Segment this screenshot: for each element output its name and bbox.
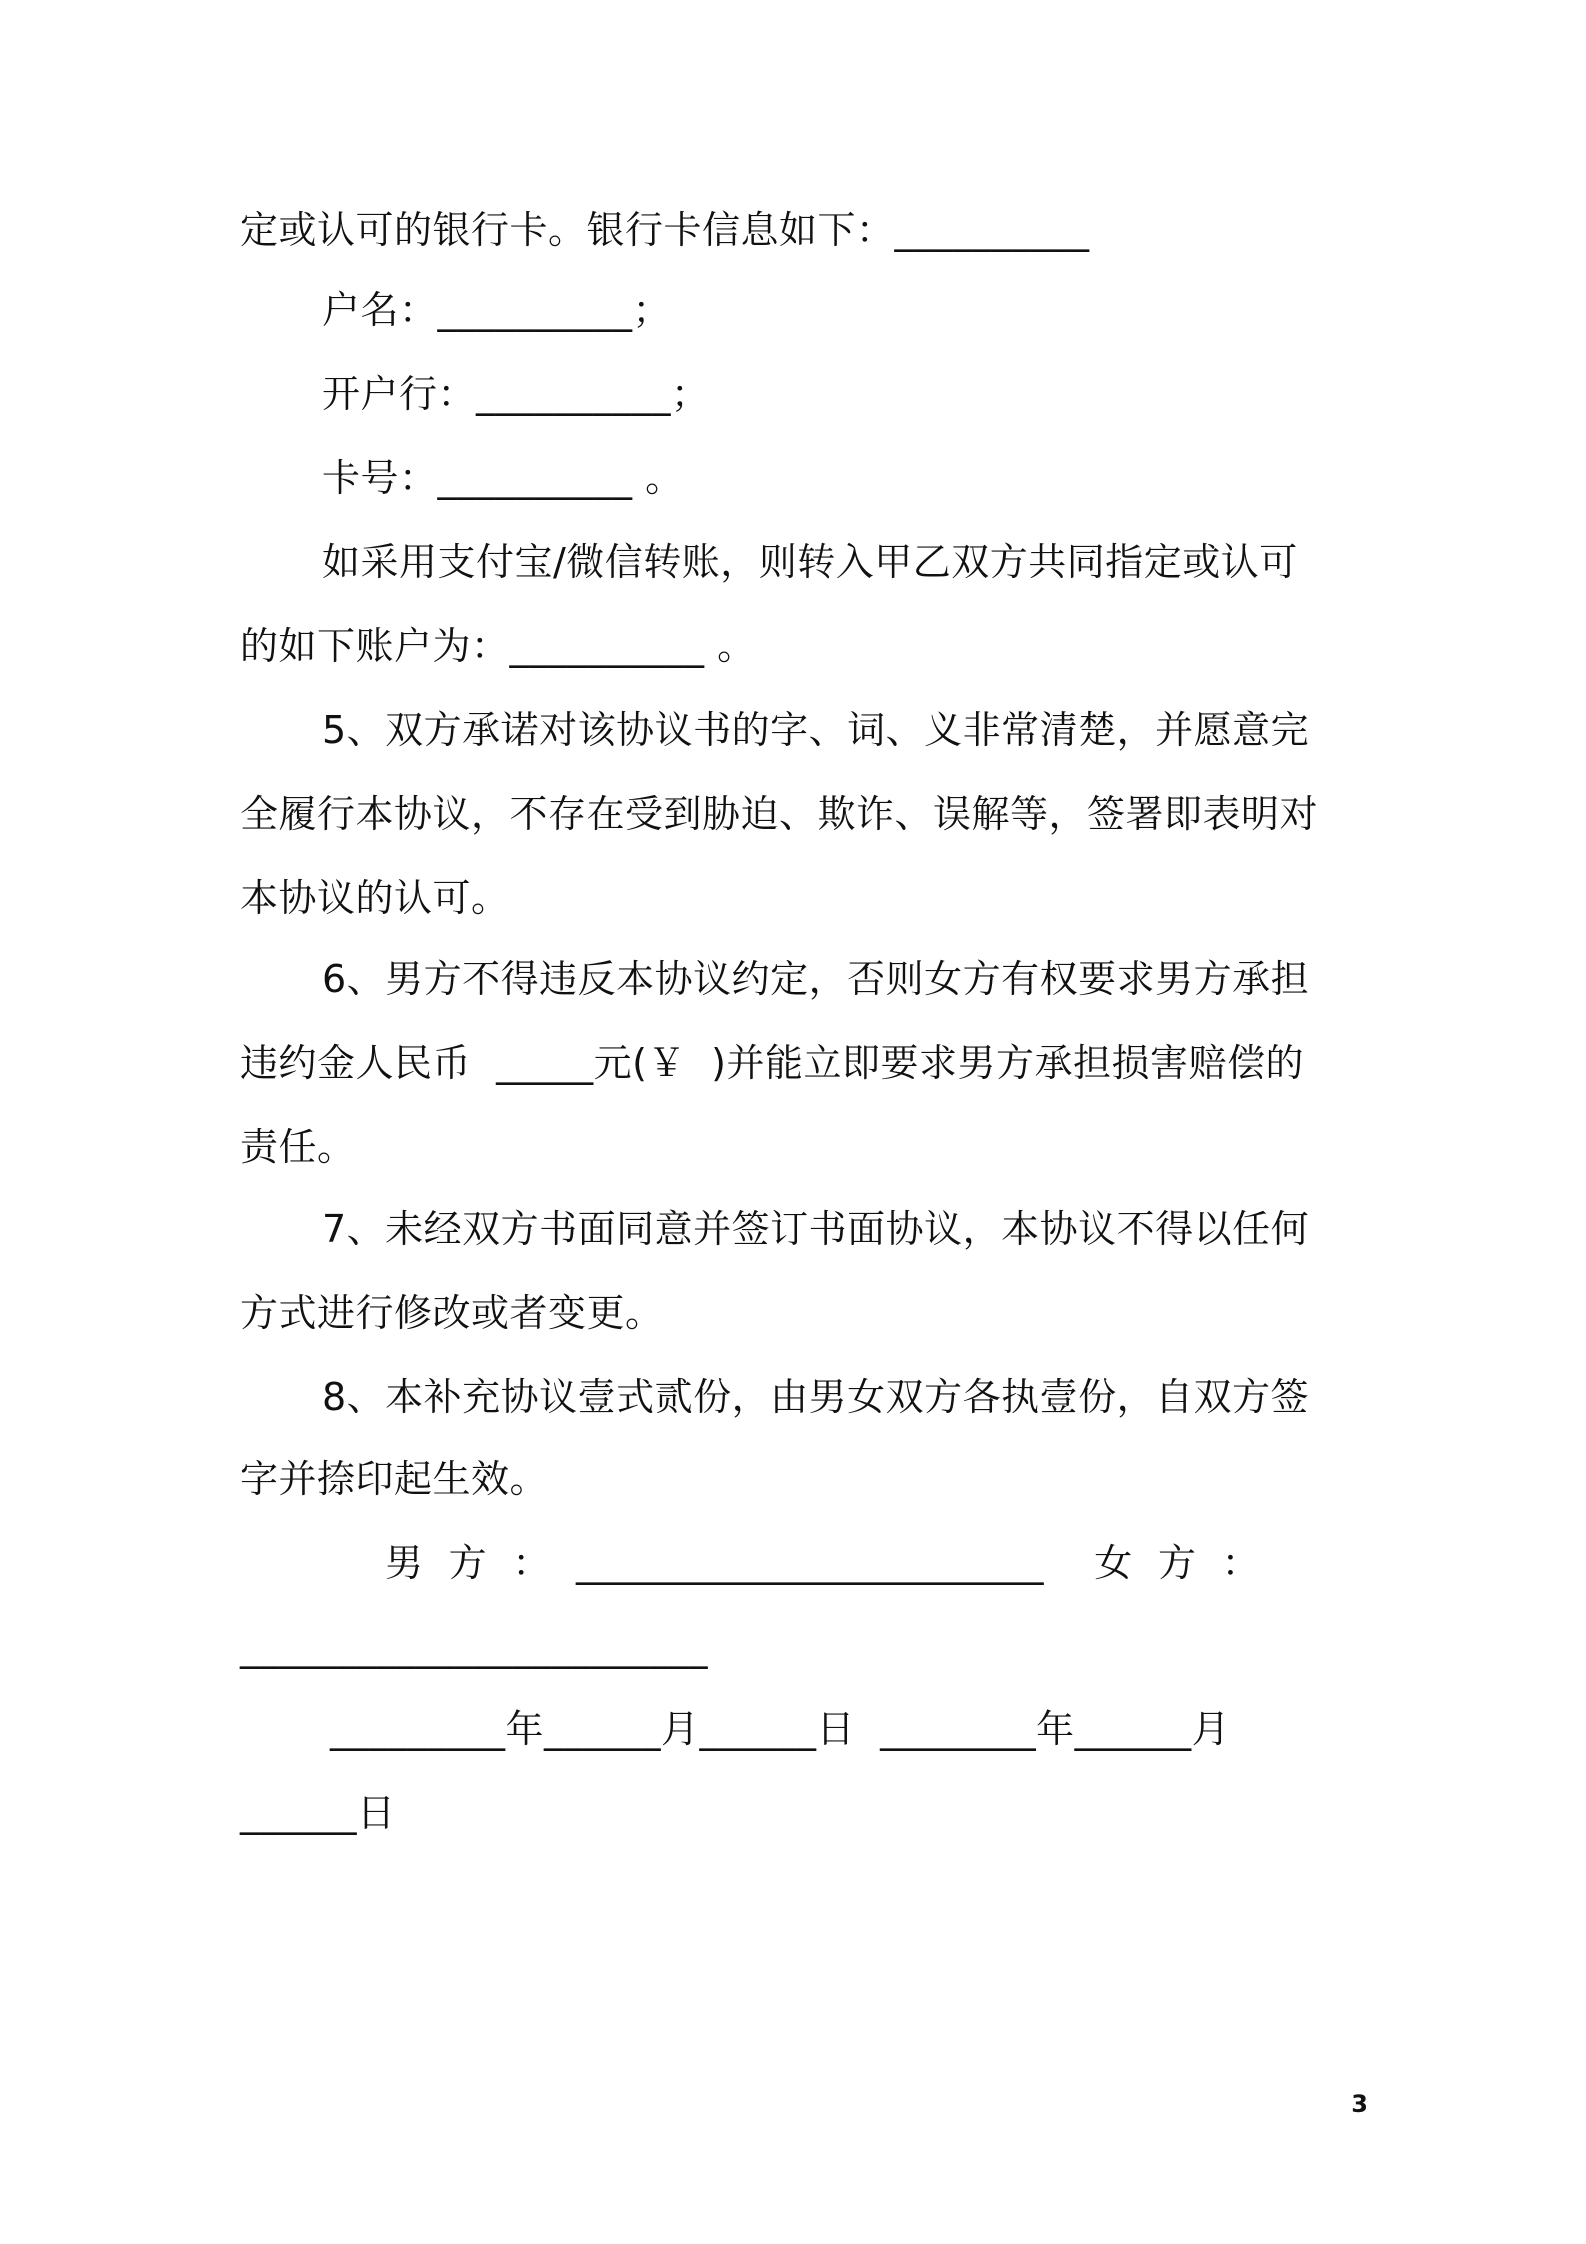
text-line: 5、双方承诺对该协议书的字、词、义非常清楚，并愿意完	[322, 708, 1310, 752]
text-line: 6、男方不得违反本协议约定，否则女方有权要求男方承担	[322, 957, 1310, 1001]
text-line: 的如下账户为：__________ 。	[240, 624, 756, 668]
text-line: 方式进行修改或者变更。	[240, 1291, 664, 1335]
date-line: _________年______月______日 ________年______月	[330, 1707, 1231, 1751]
text-line: 本协议的认可。	[240, 876, 510, 920]
text-line: 7、未经双方书面同意并签订书面协议，本协议不得以任何	[322, 1207, 1310, 1251]
text-line: 全履行本协议，不存在受到胁迫、欺诈、误解等，签署即表明对	[240, 792, 1319, 836]
text-line: 字并捺印起生效。	[240, 1457, 549, 1501]
text-line: 如采用支付宝/微信转账，则转入甲乙双方共同指定或认可	[322, 540, 1298, 584]
signature-line: ________________________	[240, 1625, 708, 1669]
text-line: 责任。	[240, 1125, 356, 1169]
text-line: 8、本补充协议壹式贰份，由男女双方各执壹份，自双方签	[322, 1375, 1310, 1419]
signature-line: 男 方 ： ________________________ 女 方 ：	[385, 1541, 1261, 1585]
text-line: 违约金人民币 _____元(￥ )并能立即要求男方承担损害赔偿的	[240, 1041, 1304, 1085]
text-line: 卡号：__________ 。	[322, 456, 684, 500]
text-line: 开户行：__________；	[322, 372, 710, 416]
date-line: ______日	[240, 1791, 396, 1835]
text-line: 户名：__________；	[322, 288, 672, 332]
text-line: 定或认可的银行卡。银行卡信息如下：__________	[240, 208, 1090, 252]
page-number: 3	[1351, 2090, 1368, 2118]
